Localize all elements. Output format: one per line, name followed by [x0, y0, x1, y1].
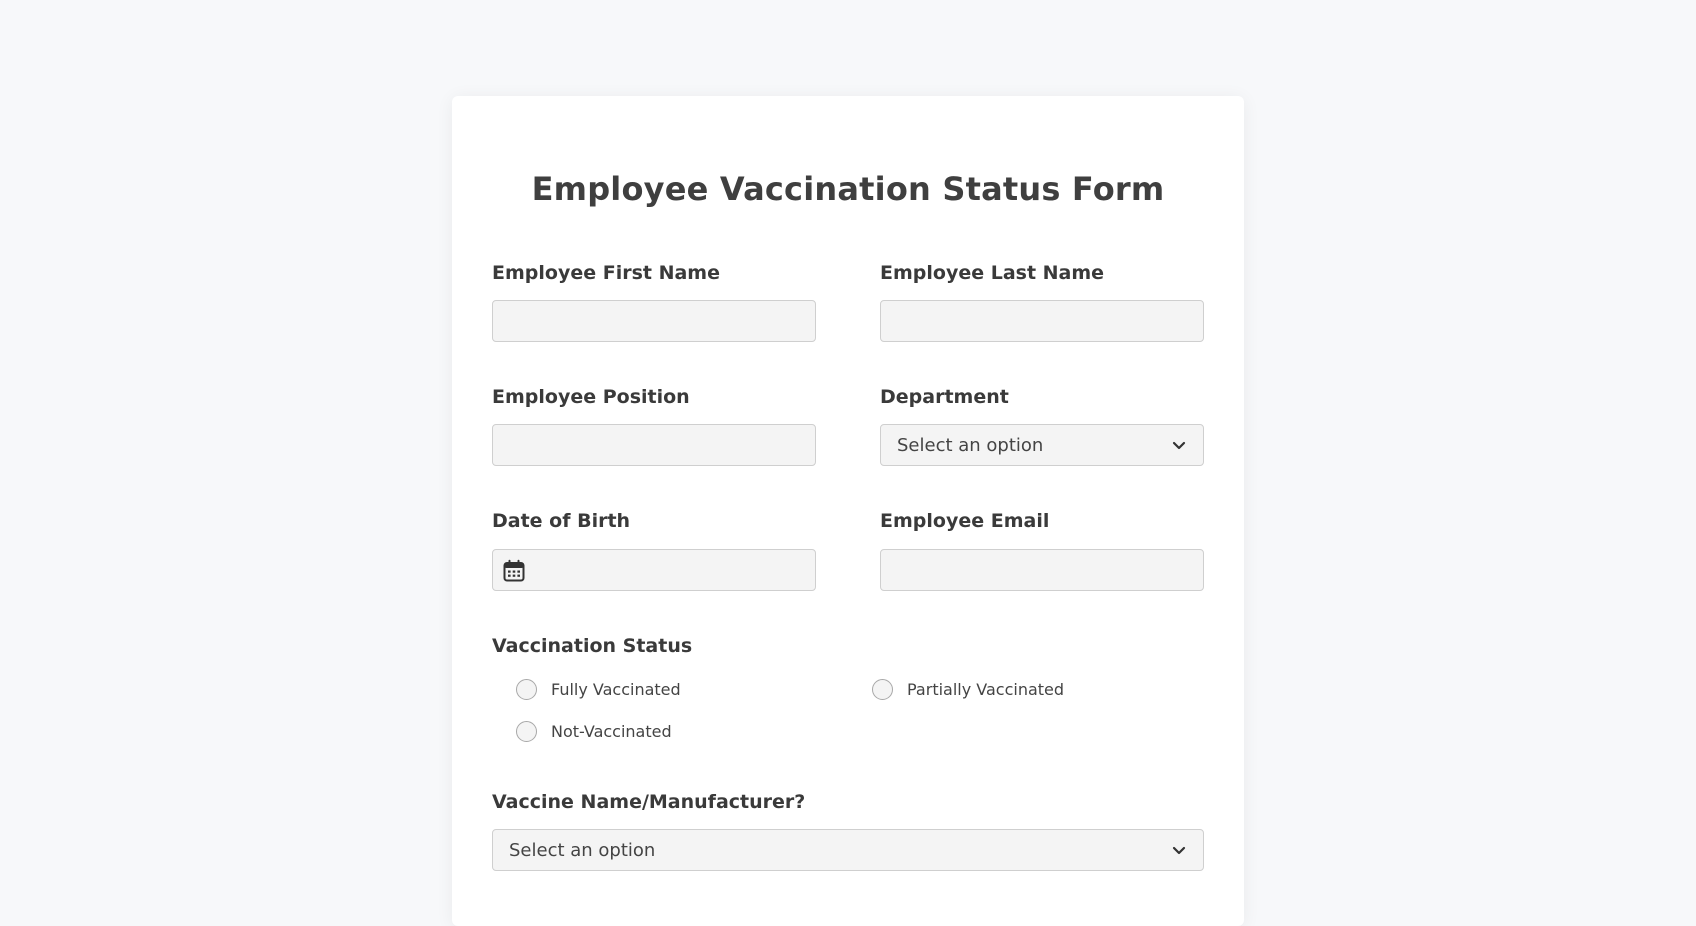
radio-label: Not-Vaccinated [551, 722, 672, 741]
chevron-down-icon [1171, 842, 1187, 858]
dob-label: Date of Birth [492, 510, 631, 532]
email-label: Employee Email [880, 510, 1050, 532]
vaccine-name-label: Vaccine Name/Manufacturer? [492, 791, 806, 813]
radio-not-vaccinated[interactable] [516, 721, 672, 742]
radio-circle[interactable] [516, 721, 537, 742]
vaccine-name-selected-value: Select an option [509, 839, 656, 861]
form-title: Employee Vaccination Status Form [531, 170, 1165, 208]
chevron-down-icon [1171, 437, 1187, 453]
radio-label: Partially Vaccinated [907, 680, 1065, 699]
department-select[interactable] [880, 424, 1204, 466]
department-label: Department [880, 386, 1009, 408]
first-name-field[interactable] [492, 300, 816, 342]
vaccine-name-select[interactable] [492, 829, 1204, 871]
radio-label: Fully Vaccinated [551, 680, 681, 699]
last-name-label: Employee Last Name [880, 262, 1105, 284]
dob-field[interactable] [492, 549, 816, 591]
radio-circle[interactable] [516, 679, 537, 700]
radio-circle[interactable] [872, 679, 893, 700]
last-name-input[interactable] [881, 301, 1203, 341]
radio-partially-vaccinated[interactable] [872, 679, 1064, 700]
email-input[interactable] [881, 550, 1203, 590]
first-name-input[interactable] [493, 301, 815, 341]
last-name-field[interactable] [880, 300, 1204, 342]
first-name-label: Employee First Name [492, 262, 720, 284]
radio-fully-vaccinated[interactable] [516, 679, 681, 700]
department-selected-value: Select an option [897, 434, 1044, 456]
vaccination-status-label: Vaccination Status [492, 635, 693, 657]
email-field[interactable] [880, 549, 1204, 591]
position-label: Employee Position [492, 386, 690, 408]
calendar-icon[interactable] [502, 559, 526, 583]
dob-input[interactable] [493, 550, 815, 590]
position-field[interactable] [492, 424, 816, 466]
position-input[interactable] [493, 425, 815, 465]
